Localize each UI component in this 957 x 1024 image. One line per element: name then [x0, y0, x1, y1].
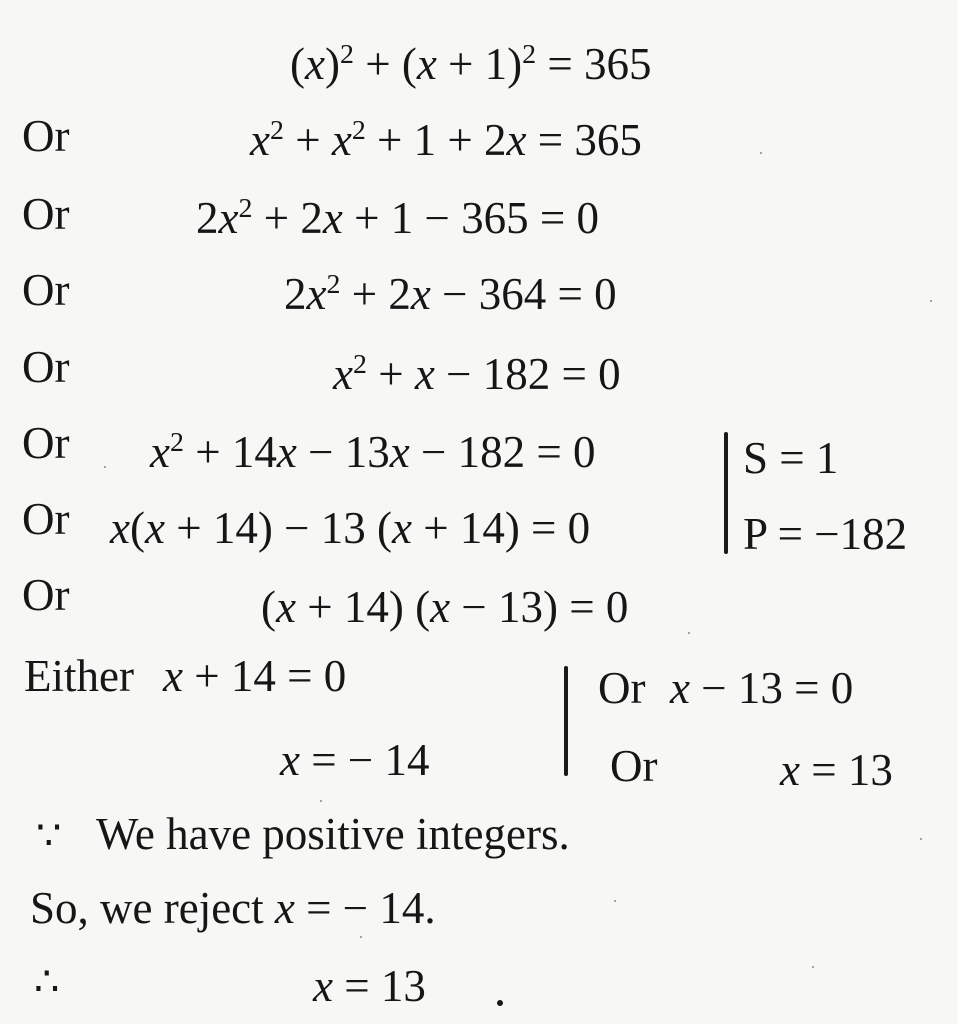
step-expression: $x^2 + x - 182 = 0$	[333, 348, 621, 399]
step-expression: $2x^2 + 2x - 364 = 0$	[284, 268, 617, 319]
paper-speck	[812, 966, 814, 968]
paper-speck	[920, 838, 922, 840]
step-prefix: Or	[22, 265, 70, 315]
paper-speck	[688, 632, 690, 634]
step-prefix: Or	[22, 111, 70, 161]
product-note: P = −182	[743, 509, 908, 559]
either-label: Either	[24, 651, 134, 701]
step-prefix: Or	[22, 189, 70, 239]
final-answer-dot	[497, 1000, 503, 1006]
or-expression: x − 13 = 0	[670, 663, 854, 713]
paper-speck	[104, 466, 106, 468]
step-expression: $2x^2 + 2x + 1 - 365 = 0$	[196, 192, 599, 243]
step-expression: $x^2 + 14x - 13x - 182 = 0$	[150, 426, 596, 477]
either-result: x = − 14	[280, 735, 430, 785]
step-expression: (x + 14) (x − 13) = 0	[261, 582, 629, 632]
final-answer: x = 13	[313, 961, 426, 1011]
paper-speck	[930, 300, 932, 302]
either-expression: x + 14 = 0	[163, 651, 347, 701]
step-prefix: Or	[22, 494, 70, 544]
step-expression: $(x)^2 + (x + 1)^2 = 365$	[290, 38, 652, 89]
paper-speck	[760, 152, 762, 154]
side-note-divider	[724, 432, 728, 554]
paper-speck	[614, 900, 616, 902]
case-divider	[564, 666, 568, 776]
or2-label: Or	[610, 741, 658, 791]
paper-speck	[320, 800, 322, 802]
because-symbol: ∵	[36, 813, 62, 858]
sum-note: S = 1	[743, 433, 839, 483]
step-prefix: Or	[22, 418, 70, 468]
step-expression: $x^2 + x^2 + 1 + 2x = 365$	[250, 114, 642, 165]
or-label: Or	[598, 663, 646, 713]
reject-text: So, we reject x = − 14.	[30, 883, 436, 933]
because-text: We have positive integers.	[96, 809, 570, 859]
step-expression: x(x + 14) − 13 (x + 14) = 0	[110, 503, 591, 553]
paper-speck	[360, 936, 362, 938]
step-prefix: Or	[22, 570, 70, 620]
step-prefix: Or	[22, 342, 70, 392]
or-result: x = 13	[780, 745, 893, 795]
therefore-symbol: ∴	[34, 959, 60, 1004]
